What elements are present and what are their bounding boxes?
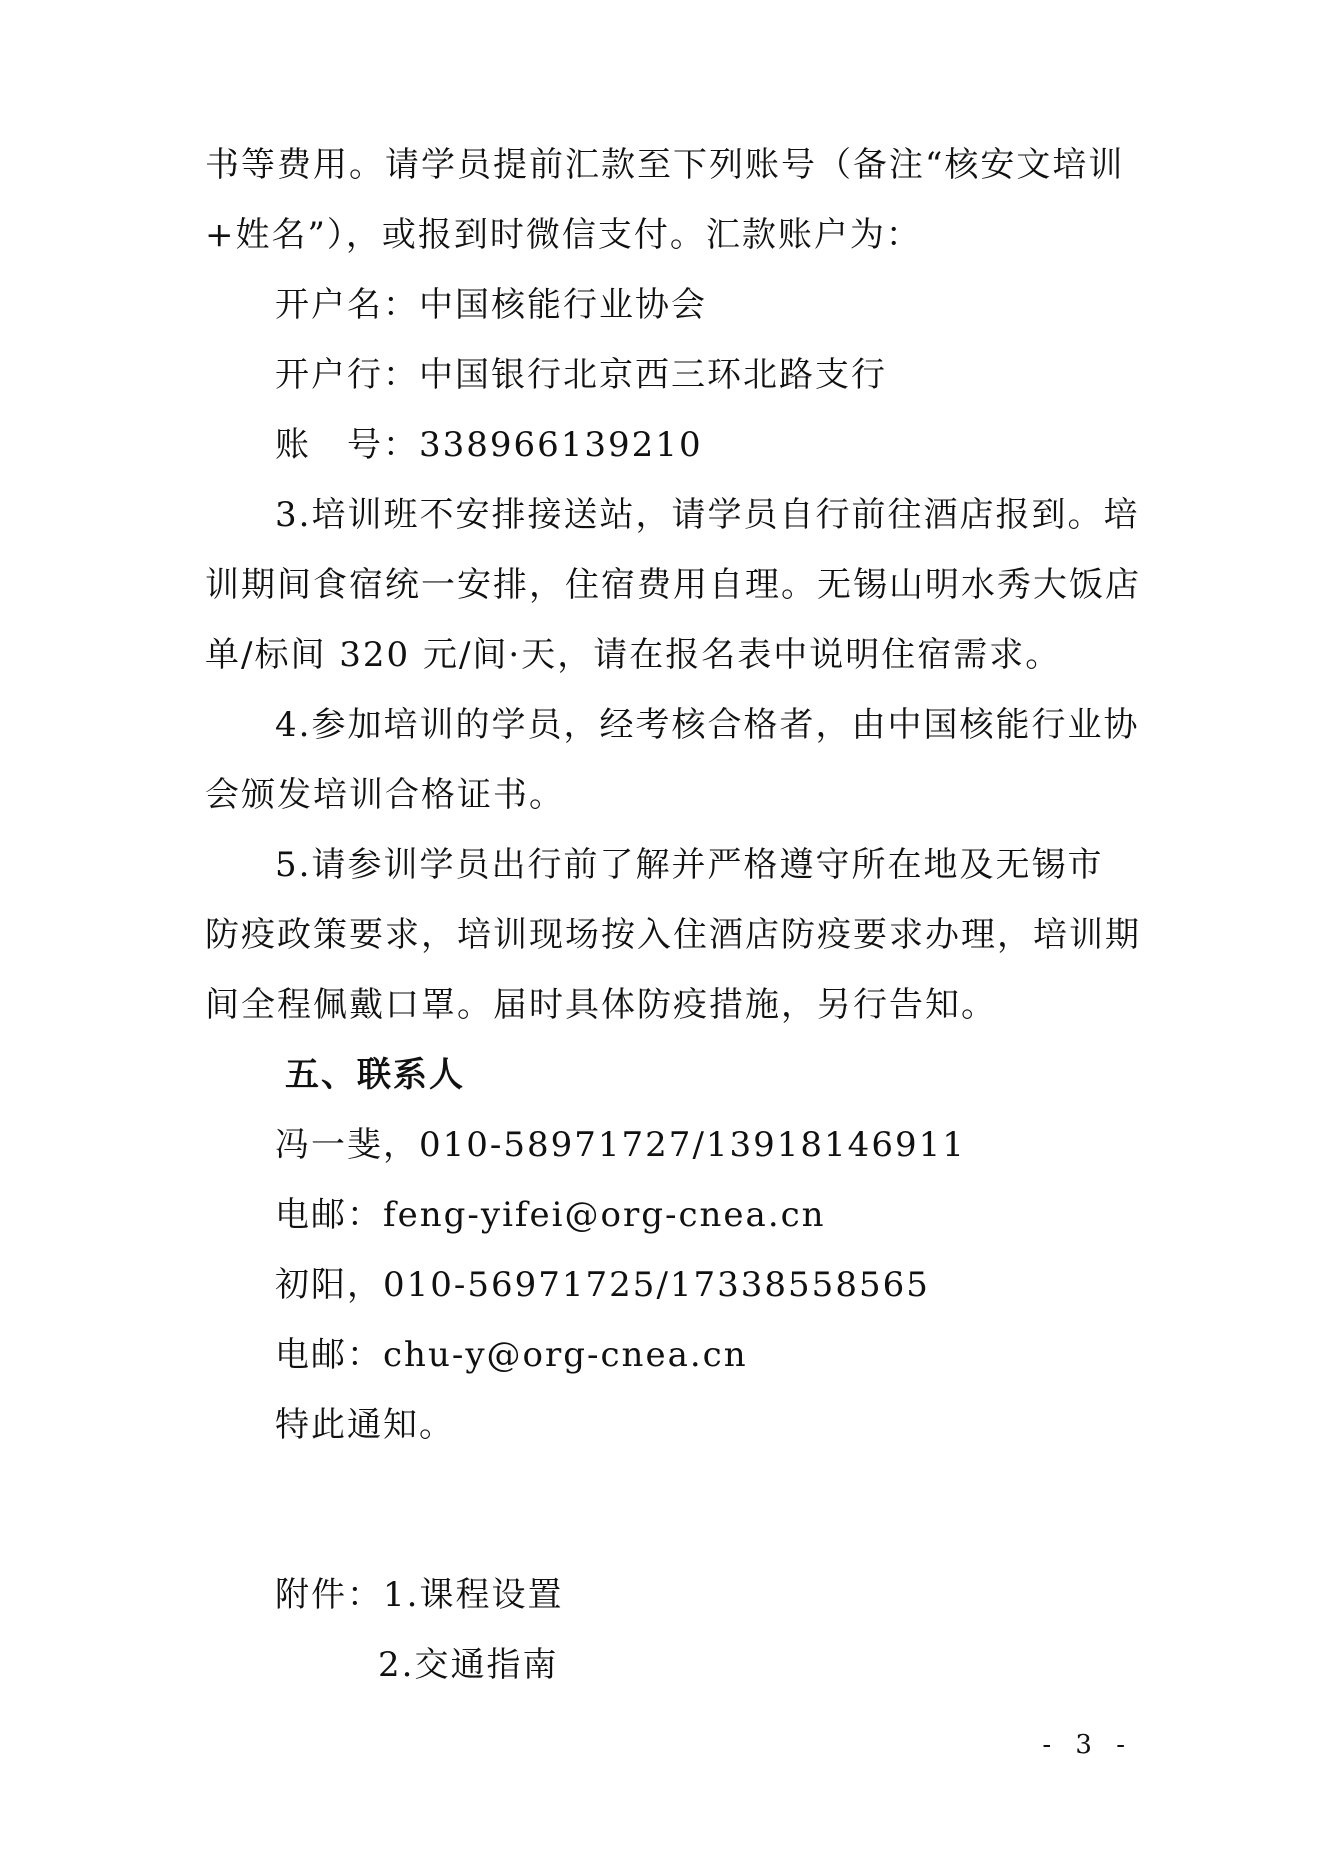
section-heading-contacts: 五、联系人 xyxy=(285,1055,465,1095)
page-number: - 3 - xyxy=(1042,1730,1133,1760)
item-4-line-1: 4.参加培训的学员，经考核合格者，由中国核能行业协 xyxy=(275,705,1140,745)
account-name: 开户名：中国核能行业协会 xyxy=(275,285,707,325)
account-number: 账 号：338966139210 xyxy=(275,425,703,465)
account-bank: 开户行：中国银行北京西三环北路支行 xyxy=(275,355,887,395)
attachment-line-1: 附件：1.课程设置 xyxy=(275,1575,564,1615)
contact-1-email: 电邮：feng-yifei@org-cnea.cn xyxy=(275,1195,826,1235)
attachment-line-2: 2.交通指南 xyxy=(378,1645,559,1685)
item-5-line-1: 5.请参训学员出行前了解并严格遵守所在地及无锡市 xyxy=(275,845,1104,885)
closing-remark: 特此通知。 xyxy=(275,1405,455,1445)
contact-1-phone: 冯一斐，010-58971727/13918146911 xyxy=(275,1125,966,1165)
item-5-line-2: 防疫政策要求，培训现场按入住酒店防疫要求办理，培训期 xyxy=(205,915,1141,955)
item-4-line-2: 会颁发培训合格证书。 xyxy=(205,775,565,815)
item-3-line-1: 3.培训班不安排接送站，请学员自行前往酒店报到。培 xyxy=(275,495,1140,535)
contact-2-email: 电邮：chu-y@org-cnea.cn xyxy=(275,1335,748,1375)
item-3-line-2: 训期间食宿统一安排，住宿费用自理。无锡山明水秀大饭店 xyxy=(205,565,1141,605)
item-5-line-3: 间全程佩戴口罩。届时具体防疫措施，另行告知。 xyxy=(205,985,997,1025)
contact-2-phone: 初阳，010-56971725/17338558565 xyxy=(275,1265,930,1305)
paragraph-fees-line-1: 书等费用。请学员提前汇款至下列账号（备注“核安文培训 xyxy=(205,145,1125,185)
item-3-line-3: 单/标间 320 元/间·天，请在报名表中说明住宿需求。 xyxy=(205,635,1062,675)
paragraph-fees-line-2: +姓名”），或报到时微信支付。汇款账户为： xyxy=(205,215,922,255)
